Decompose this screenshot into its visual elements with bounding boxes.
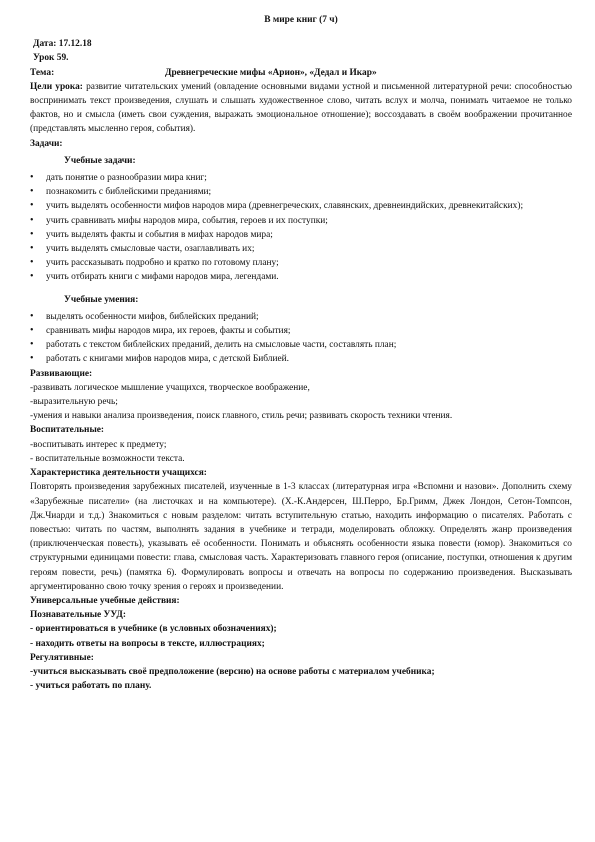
learning-skills-list bbox=[30, 310, 572, 367]
tasks-label: Задачи: bbox=[30, 138, 63, 149]
cognitive-uud-line: - ориентироваться в учебнике (в условных обозначениях); bbox=[30, 624, 277, 635]
document-page bbox=[30, 13, 572, 693]
regulatory-line: -учиться высказывать своё предположение (версию) на основе работы с материалом учебника; bbox=[30, 666, 435, 677]
learning-tasks-heading: Учебные задачи: bbox=[64, 155, 136, 166]
developing-line: -выразительную речь; bbox=[30, 397, 118, 408]
list-item: • сравнивать мифы народов мира, их героев, факты и события; bbox=[30, 324, 572, 338]
topic-row bbox=[30, 66, 572, 80]
topic-label: Тема: bbox=[30, 67, 55, 78]
regulatory-line: - учиться работать по плану. bbox=[30, 681, 152, 692]
lesson-goals bbox=[30, 80, 572, 137]
list-item: • учить выделять смысловые части, озаглавливать их; bbox=[30, 242, 572, 256]
regulatory-heading: Регулятивные: bbox=[30, 652, 94, 663]
document-title: В мире книг (7 ч) bbox=[264, 15, 338, 25]
educational-heading: Воспитательные: bbox=[30, 425, 105, 436]
uud-heading: Универсальные учебные действия: bbox=[30, 595, 180, 606]
cognitive-uud-line: - находить ответы на вопросы в тексте, иллюстрациях; bbox=[30, 638, 265, 649]
list-item: • учить выделять факты и события в мифах народов мира; bbox=[30, 228, 572, 242]
list-item: • учить отбирать книги с мифами народов мира, легендами. bbox=[30, 270, 572, 284]
list-item: • учить сравнивать мифы народов мира, события, героев и их поступки; bbox=[30, 214, 572, 228]
developing-line: -развивать логическое мышление учащихся, творческое воображение, bbox=[30, 382, 310, 393]
developing-line: -умения и навыки анализа произведения, поиск главного, стиль речи; развивать скорость техники чтения. bbox=[30, 411, 453, 422]
activity-heading: Характеристика деятельности учащихся: bbox=[30, 468, 207, 479]
lesson-number: Урок 59. bbox=[33, 53, 69, 64]
list-item: • работать с текстом библейских преданий, делить на смысловые части, составлять план; bbox=[30, 338, 572, 352]
topic-value: Древнегреческие мифы «Арион», «Дедал и Икар» bbox=[165, 67, 377, 78]
cognitive-uud-heading: Познавательные УУД: bbox=[30, 610, 126, 621]
list-item: • познакомить с библейскими преданиями; bbox=[30, 185, 572, 199]
goals-label: Цели урока: bbox=[30, 81, 83, 92]
lesson-date: Дата: 17.12.18 bbox=[33, 39, 92, 50]
list-item: • учить выделять особенности мифов народов мира (древнегреческих, славянских, древнеиндийских, древнекитайских); bbox=[30, 199, 572, 213]
learning-skills-heading: Учебные умения: bbox=[64, 294, 139, 305]
educational-line: -воспитывать интерес к предмету; bbox=[30, 439, 167, 450]
list-item: • дать понятие о разнообразии мира книг; bbox=[30, 171, 572, 185]
list-item: • работать с книгами мифов народов мира, с детской Библией. bbox=[30, 352, 572, 366]
activity-text: Повторять произведения зарубежных писателей, изученные в 1-3 классах (литературная игра «Вспомни и назови». Дополнить схему «Зарубежные писатели» (на листочках и на компьютере). (Х.-К.Андерсен, Ш.Перро, Бр.Гримм, Джек Лондон, Сетон-Томпсон, Дж.Чиарди и т.д.) Знакомиться с новым разделом: читать вступительную статью, находить информацию о писателях. Работать с повестью: читать по частям, выполнять задания в учебнике и тетради, моделировать обложку. Определять жанр произведения (приключенческая повесть), указывать её особенности. Понимать и объяснять особенности языка повести (юмор). Знакомиться со структурными единицами повести: глава, смысловая часть. Характеризовать главного героя (описание, поступки, отношения к другим героям повести, речь) (памятка 6). Формулировать вопросы и отвечать на вопросы по содержанию произведения. Высказывать аргументированно свою точку зрения о героях и произведении. bbox=[30, 482, 572, 592]
learning-tasks-list bbox=[30, 171, 572, 285]
list-item: • выделять особенности мифов, библейских преданий; bbox=[30, 310, 572, 324]
developing-heading: Развивающие: bbox=[30, 368, 93, 379]
educational-line: - воспитательные возможности текста. bbox=[30, 453, 185, 464]
list-item: • учить рассказывать подробно и кратко по готовому плану; bbox=[30, 256, 572, 270]
goals-text: развитие читательских умений (овладение основными видами устной и письменной литературной речи: способностью воспринимать текст произведения, слушать и слышать художественное слово, читать вслух и молча, понимать читаемое не только фактов, но и смысла (иметь свои суждения, выражать эмоциональное отношение); воссоздавать в своём воображении прочитанное (представлять мысленно героя, события). bbox=[30, 81, 572, 135]
